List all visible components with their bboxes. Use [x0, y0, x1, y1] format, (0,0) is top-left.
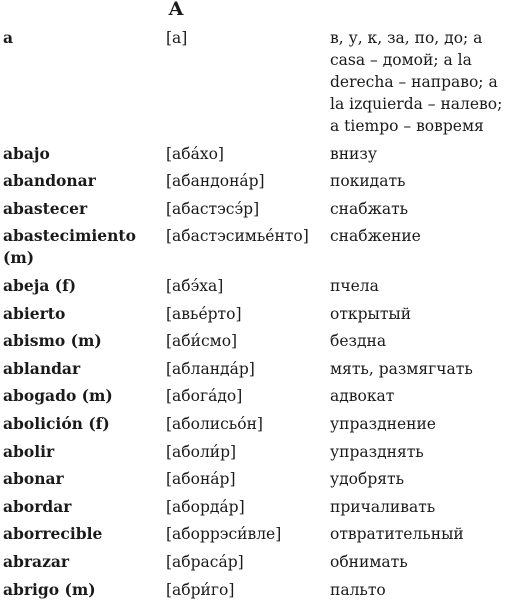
dictionary-entry: [0, 551, 507, 579]
dictionary-entry: [0, 579, 507, 606]
spanish-word: abandonar: [3, 170, 163, 192]
spanish-word: abajo: [3, 143, 163, 165]
spanish-word: abastecimiento (m): [3, 225, 163, 269]
pronunciation: [а]: [166, 27, 326, 49]
dictionary-entry: [0, 496, 507, 524]
pronunciation: [абастэсэ́р]: [166, 198, 326, 220]
spanish-word: aborrecible: [3, 523, 163, 545]
pronunciation: [аби́смо]: [166, 330, 326, 352]
dictionary-entry: [0, 27, 507, 143]
pronunciation: [аболисьо́н]: [166, 413, 326, 435]
pronunciation: [аборрэси́вле]: [166, 523, 326, 545]
spanish-word: ablandar: [3, 358, 163, 380]
pronunciation: [аборда́р]: [166, 496, 326, 518]
dictionary-entry: [0, 225, 507, 275]
russian-translation: обнимать: [330, 551, 507, 573]
russian-translation: мять, размягчать: [330, 358, 507, 380]
russian-translation: адвокат: [330, 385, 507, 407]
dictionary-entry: [0, 143, 507, 171]
russian-translation: причаливать: [330, 496, 507, 518]
dictionary-entry: [0, 441, 507, 469]
russian-translation: удобрять: [330, 468, 507, 490]
section-letter-heading: A: [0, 0, 352, 20]
pronunciation: [абри́го]: [166, 579, 326, 601]
dictionary-entry: [0, 413, 507, 441]
dictionary-entry: [0, 303, 507, 331]
pronunciation: [абона́р]: [166, 468, 326, 490]
russian-translation: отвратительный: [330, 523, 507, 545]
pronunciation: [абэ́ха]: [166, 275, 326, 297]
spanish-word: abrigo (m): [3, 579, 163, 601]
pronunciation: [абраса́р]: [166, 551, 326, 573]
dictionary-entry: [0, 358, 507, 386]
russian-translation: пчела: [330, 275, 507, 297]
spanish-word: abolir: [3, 441, 163, 463]
pronunciation: [абандона́р]: [166, 170, 326, 192]
spanish-word: abogado (m): [3, 385, 163, 407]
spanish-word: abrazar: [3, 551, 163, 573]
pronunciation: [аболи́р]: [166, 441, 326, 463]
russian-translation: упразднение: [330, 413, 507, 435]
dictionary-entries: [0, 27, 507, 606]
spanish-word: abeja (f): [3, 275, 163, 297]
russian-translation: внизу: [330, 143, 507, 165]
russian-translation: открытый: [330, 303, 507, 325]
russian-translation: снабжение: [330, 225, 507, 247]
russian-translation: покидать: [330, 170, 507, 192]
pronunciation: [абастэсимье́нто]: [166, 225, 326, 247]
dictionary-entry: [0, 385, 507, 413]
russian-translation: в, у, к, за, по, до; a casa – домой; a la derecha – направо; a la izquierda – налево; a tiempo – вовремя: [330, 27, 507, 137]
pronunciation: [абланда́р]: [166, 358, 326, 380]
spanish-word: abismo (m): [3, 330, 163, 352]
russian-translation: пальто: [330, 579, 507, 601]
dictionary-entry: [0, 275, 507, 303]
russian-translation: снабжать: [330, 198, 507, 220]
russian-translation: бездна: [330, 330, 507, 352]
spanish-word: abordar: [3, 496, 163, 518]
dictionary-entry: [0, 523, 507, 551]
spanish-word: abastecer: [3, 198, 163, 220]
spanish-word: a: [3, 27, 163, 49]
russian-translation: упразднять: [330, 441, 507, 463]
spanish-word: abonar: [3, 468, 163, 490]
dictionary-entry: [0, 170, 507, 198]
spanish-word: abolición (f): [3, 413, 163, 435]
spanish-word: abierto: [3, 303, 163, 325]
pronunciation: [абога́до]: [166, 385, 326, 407]
pronunciation: [аба́хо]: [166, 143, 326, 165]
dictionary-entry: [0, 330, 507, 358]
dictionary-entry: [0, 468, 507, 496]
pronunciation: [авье́рто]: [166, 303, 326, 325]
dictionary-entry: [0, 198, 507, 226]
